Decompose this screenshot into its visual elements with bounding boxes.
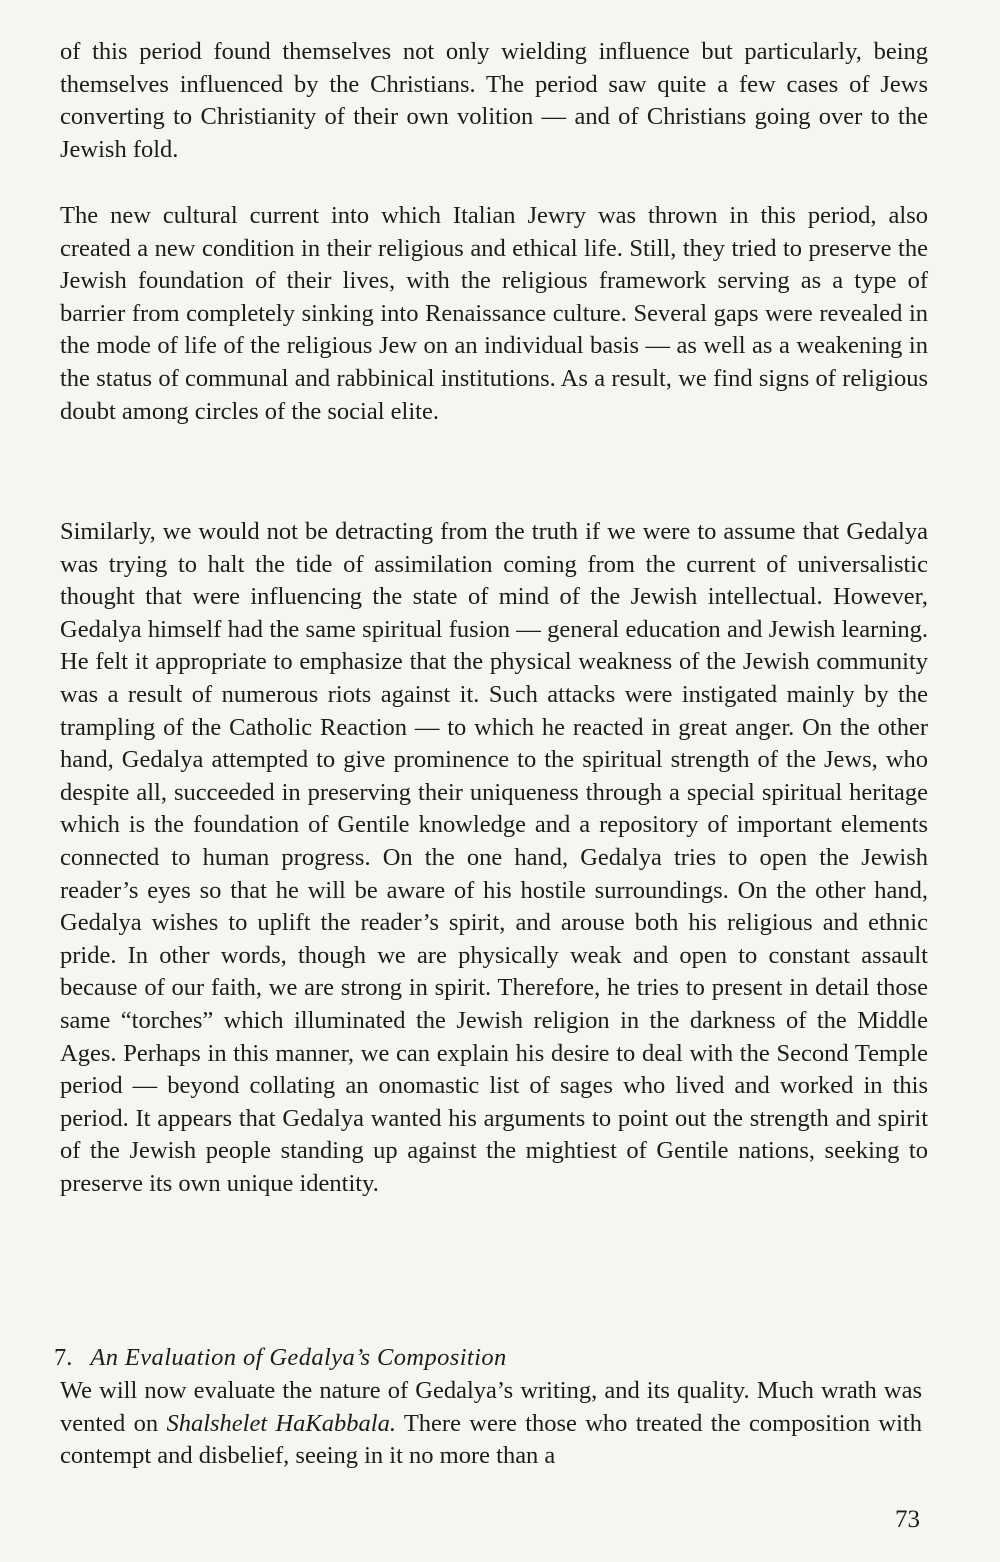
section-number: 7. [54, 1344, 73, 1371]
paragraph-4-text-end: There were those who treated the composition with contempt and disbelief, seeing in it no more than a [60, 1409, 922, 1470]
section-title: An Evaluation of Gedalya’s Composition [90, 1344, 507, 1371]
book-title-shalshelet: Shalshelet HaKabbala. [166, 1409, 396, 1437]
paragraph-4 [60, 1375, 922, 1473]
paragraph-4-text-start: We will now evaluate the nature of Gedalya’s writing, and its quality. Much wrath was vented on [60, 1377, 922, 1437]
paragraph-2: The new cultural current into which Italian Jewry was thrown in this period, also created a new condition in their religious and ethical life. Still, they tried to preserve the Jewish foundation of their lives, with the religious framework serving as a type of barrier from completely sinking into Renaissance culture. Several gaps were revealed in the mode of life of the religious Jew on an individual basis — as well as a weakening in the status of communal and rabbinical institutions. As a result, we find signs of religious doubt among circles of the social elite. [60, 202, 928, 425]
page-number: 73 [895, 1506, 920, 1533]
section-heading [54, 1342, 507, 1374]
paragraph-1: of this period found themselves not only wielding influence but particularly, being themselves influenced by the Christians. The period saw quite a few cases of Jews converting to Christianity of their own volition — and of Christians going over to the Jewish fold. [60, 38, 928, 163]
paragraph-3: Similarly, we would not be detracting from the truth if we were to assume that Gedalya was trying to halt the tide of assimilation coming from the current of universalistic thought that were influencing the state of mind of the Jewish intellectual. However, Gedalya himself had the same spiritual fusion — general education and Jewish learning. He felt it appropriate to emphasize that the physical weakness of the Jewish community was a result of numerous riots against it. Such attacks were instigated mainly by the trampling of the Catholic Reaction — to which he reacted in great anger. On the other hand, Gedalya attempted to give prominence to the spiritual strength of the Jews, who despite all, succeeded in preserving their uniqueness through a special spiritual heritage which is the foundation of Gentile knowledge and a repository of important elements connected to human progress. On the one hand, Gedalya tries to open the Jewish reader’s eyes so that he will be aware of his hostile surroundings. On the other hand, Gedalya wishes to uplift the reader’s spirit, and arouse both his religious and ethnic pride. In other words, though we are physically weak and open to constant assault because of our faith, we are strong in spirit. Therefore, he tries to present in detail those same “torches” which illuminated the Jewish religion in the darkness of the Middle Ages. Perhaps in this manner, we can explain his desire to deal with the Second Temple period — beyond collating an onomastic list of sages who lived and worked in this period. It appears that Gedalya wanted his arguments to point out the strength and spirit of the Jewish people standing up against the mightiest of Gentile nations, seeking to preserve its own unique identity. [60, 518, 928, 1197]
